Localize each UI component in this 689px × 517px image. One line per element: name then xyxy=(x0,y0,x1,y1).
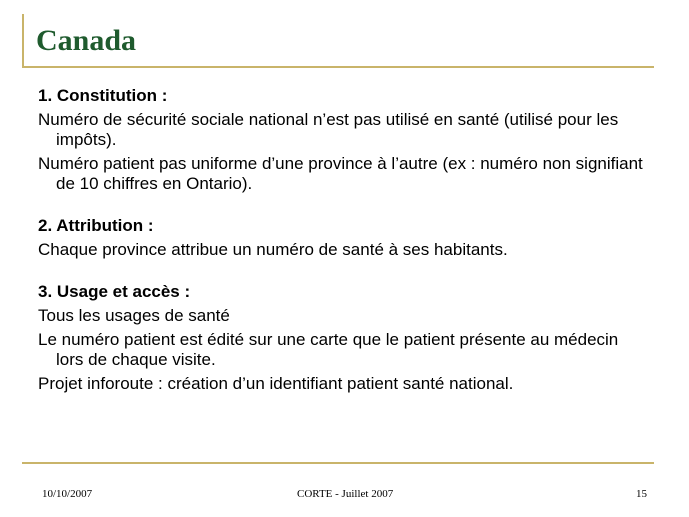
footer-date: 10/10/2007 xyxy=(42,488,93,500)
title-divider xyxy=(22,66,654,68)
section-heading: 2. Attribution : xyxy=(38,216,154,235)
paragraph: Tous les usages de santé xyxy=(38,306,230,325)
section-heading: 1. Constitution : xyxy=(38,86,168,105)
paragraph: Numéro patient pas uniforme d’une province à l’autre (ex : numéro non signifiant de 10 chiffres en Ontario). xyxy=(38,154,643,193)
paragraph: Projet inforoute : création d’un identifiant patient santé national. xyxy=(38,374,514,393)
section-usage xyxy=(38,282,648,394)
paragraph: Numéro de sécurité sociale national n’est pas utilisé en santé (utilisé pour les impôts). xyxy=(38,110,619,149)
title-accent-line xyxy=(22,14,24,68)
slide-title: Canada xyxy=(36,24,137,57)
section-heading: 3. Usage et accès : xyxy=(38,282,191,301)
section-constitution xyxy=(38,86,648,194)
page-number: 15 xyxy=(636,488,647,500)
paragraph: Le numéro patient est édité sur une carte que le patient présente au médecin lors de chaque visite. xyxy=(38,330,619,369)
section-attribution xyxy=(38,216,648,260)
footer-center-text: CORTE - Juillet 2007 xyxy=(297,488,394,500)
slide-body xyxy=(38,86,648,416)
footer-divider xyxy=(22,462,654,464)
paragraph: Chaque province attribue un numéro de santé à ses habitants. xyxy=(38,240,508,259)
